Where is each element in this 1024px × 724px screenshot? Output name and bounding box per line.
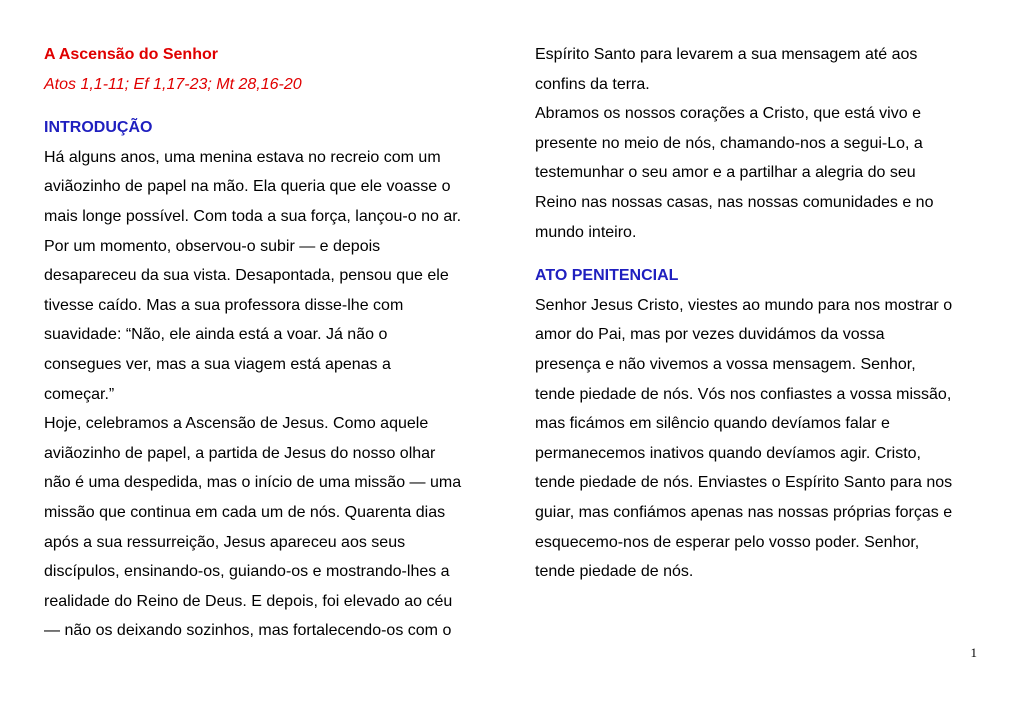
text-line: suavidade: “Não, ele ainda está a voar. Já não o (44, 326, 388, 344)
text-line: Abramos os nossos corações a Cristo, que está vivo e (535, 105, 921, 123)
text-line: presença e não vivemos a vossa mensagem. Senhor, (535, 355, 916, 373)
text-line: Reino nas nossas casas, nas nossas comunidades e no (535, 193, 934, 211)
text-line: guiar, mas confiámos apenas nas nossas próprias forças e (535, 503, 953, 521)
text-line: missão que continua em cada um de nós. Quarenta dias (44, 503, 446, 521)
text-line: testemunhar o seu amor e a partilhar a alegria do seu (535, 164, 916, 182)
scripture-references: Atos 1,1-11; Ef 1,17-23; Mt 28,16-20 (44, 75, 302, 93)
section-gap (535, 247, 985, 261)
text-line: tende piedade de nós. (535, 563, 694, 581)
text-line: aviãozinho de papel, a partida de Jesus do nosso olhar (44, 444, 436, 462)
text-line: confins da terra. (535, 75, 650, 93)
introducao-continuation (535, 40, 985, 247)
text-line: Por um momento, observou-o subir — e depois (44, 237, 381, 255)
text-line: começar.” (44, 385, 115, 403)
text-line: mas ficámos em silêncio quando devíamos falar e (535, 415, 890, 433)
text-line: mundo inteiro. (535, 223, 637, 241)
text-line: realidade do Reino de Deus. E depois, foi elevado ao céu (44, 592, 453, 610)
ato-penitencial-text (535, 291, 985, 587)
text-line: Senhor Jesus Cristo, viestes ao mundo para nos mostrar o (535, 296, 953, 314)
text-line: esquecemo-nos de esperar pelo vosso poder. Senhor, (535, 533, 920, 551)
text-line: tivesse caído. Mas a sua professora disse-lhe com (44, 296, 404, 314)
document-title: A Ascensão do Senhor (44, 46, 218, 63)
text-line: tende piedade de nós. Vós nos confiastes a vossa missão, (535, 385, 952, 403)
text-line: consegues ver, mas a sua viagem está apenas a (44, 355, 391, 373)
text-line: Há alguns anos, uma menina estava no recreio com um (44, 148, 441, 166)
page-number: 1 (970, 645, 977, 660)
text-line: não é uma despedida, mas o início de uma missão — uma (44, 474, 462, 492)
text-line: — não os deixando sozinhos, mas fortalecendo-os com o (44, 622, 452, 640)
introducao-text (44, 143, 504, 646)
text-line: após a sua ressurreição, Jesus apareceu aos seus (44, 533, 406, 551)
right-column (535, 40, 985, 587)
text-line: permanecemos inativos quando devíamos agir. Cristo, (535, 444, 921, 462)
ato-penitencial-heading: ATO PENITENCIAL (535, 267, 679, 285)
text-line: desapareceu da sua vista. Desapontada, pensou que ele (44, 267, 449, 285)
text-line: mais longe possível. Com toda a sua força, lançou-o no ar. (44, 207, 462, 225)
introducao-heading: INTRODUÇÃO (44, 119, 153, 137)
text-line: presente no meio de nós, chamando-nos a segui-Lo, a (535, 134, 923, 152)
text-line: aviãozinho de papel na mão. Ela queria que ele voasse o (44, 178, 451, 196)
left-column (44, 40, 504, 646)
text-line: tende piedade de nós. Enviastes o Espírito Santo para nos (535, 474, 953, 492)
text-line: discípulos, ensinando-os, guiando-os e mostrando-lhes a (44, 563, 450, 581)
section-gap (44, 99, 504, 113)
text-line: Hoje, celebramos a Ascensão de Jesus. Como aquele (44, 415, 429, 433)
text-line: amor do Pai, mas por vezes duvidámos da vossa (535, 326, 885, 344)
text-line: Espírito Santo para levarem a sua mensagem até aos (535, 46, 918, 63)
